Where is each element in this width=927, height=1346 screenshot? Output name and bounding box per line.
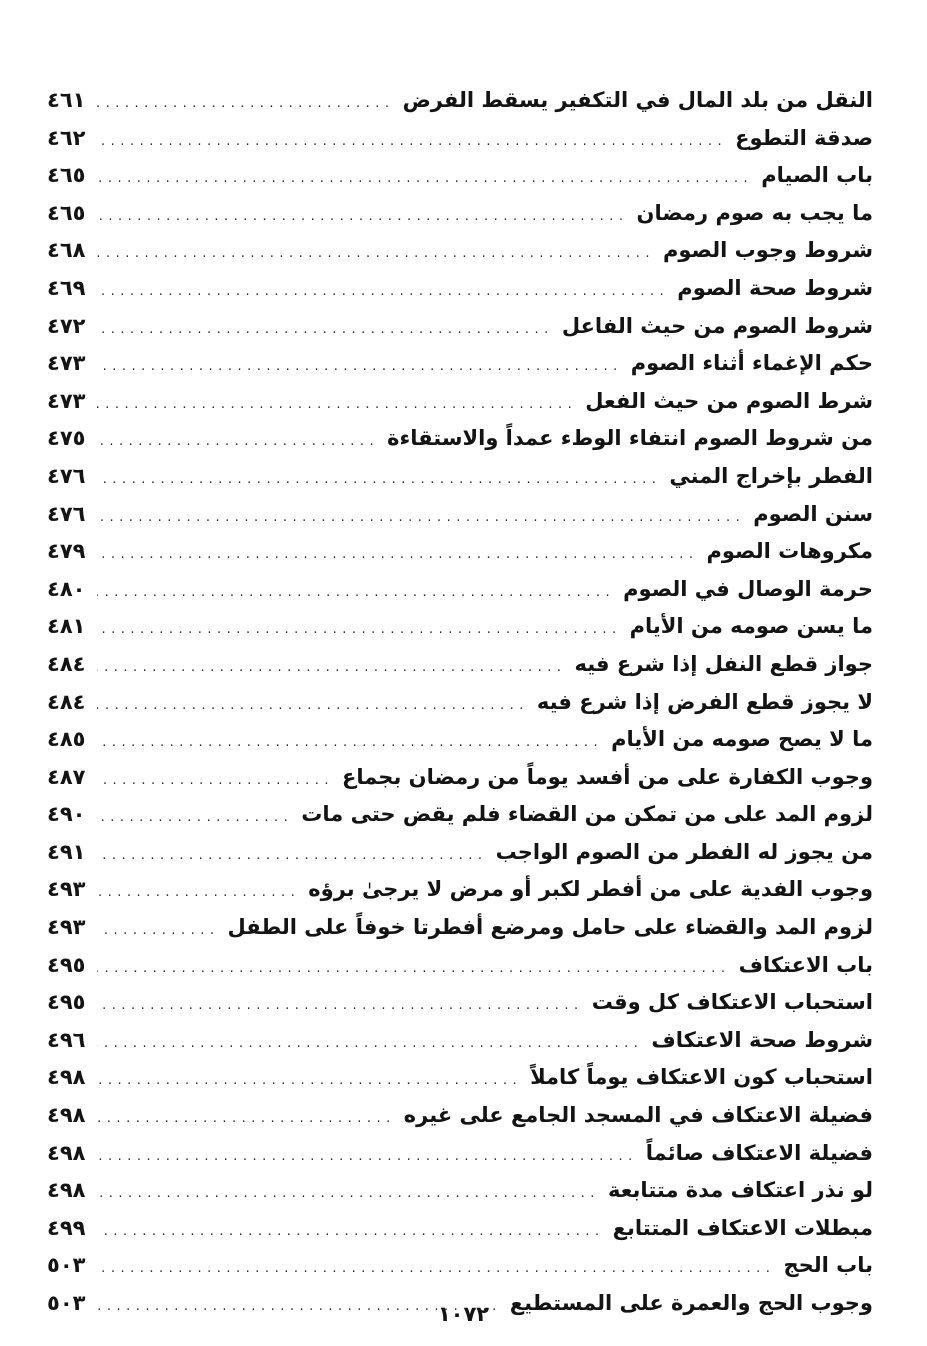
- toc-entry-title: باب الصيام: [761, 163, 873, 188]
- toc-entry-page-number: ٤٧٢: [47, 313, 86, 338]
- table-of-contents: [47, 82, 873, 1323]
- dot-leader: [97, 611, 622, 649]
- toc-entry-page-number: ٤٩٨: [47, 1140, 86, 1165]
- dot-leader: [97, 160, 753, 198]
- toc-entry-page-number: ٤٩٠: [47, 802, 86, 827]
- toc-entry: [47, 909, 873, 947]
- toc-entry-title: وجوب الفدية على من أفطر لكبر أو مرض لا يرجىٰ برؤه: [308, 877, 873, 902]
- dot-leader: [97, 950, 731, 988]
- toc-entry-title: حكم الإغماء أثناء الصوم: [630, 351, 873, 376]
- dot-leader: [97, 649, 566, 687]
- toc-entry-page-number: ٤٩٦: [47, 1027, 86, 1052]
- toc-entry: [47, 270, 873, 308]
- toc-entry-title: استحباب الاعتكاف كل وقت: [591, 990, 873, 1015]
- toc-entry-title: لو نذر اعتكاف مدة متتابعة: [607, 1178, 873, 1203]
- dot-leader: [97, 85, 395, 123]
- dot-leader: [97, 874, 300, 912]
- toc-entry-title: وجوب الحج والعمرة على المستطيع: [509, 1291, 873, 1315]
- toc-entry-page-number: ٤٦٥: [47, 163, 86, 188]
- toc-entry: [47, 1135, 873, 1173]
- toc-entry-title: استحباب كون الاعتكاف يوماً كاملاً: [530, 1065, 873, 1090]
- dot-leader: [97, 1175, 600, 1213]
- dot-leader: [97, 123, 727, 161]
- toc-entry-page-number: ٤٩٥: [47, 990, 86, 1015]
- toc-entry: [47, 646, 873, 684]
- toc-entry: [47, 533, 873, 571]
- toc-entry: [47, 1097, 873, 1135]
- toc-entry: [47, 571, 873, 609]
- toc-entry: [47, 232, 873, 270]
- toc-entry-title: مبطلات الاعتكاف المتتابع: [612, 1215, 873, 1240]
- toc-entry-page-number: ٤٦٥: [47, 200, 86, 225]
- toc-entry-title: ما لا يصح صومه من الأيام: [611, 727, 873, 752]
- toc-entry-page-number: ٤٧٣: [47, 351, 86, 376]
- dot-leader: [97, 724, 603, 762]
- dot-leader: [97, 461, 661, 499]
- toc-entry-page-number: ٤٨٤: [47, 651, 86, 676]
- toc-entry-page-number: ٤٦١: [47, 88, 86, 112]
- toc-entry-title: صدقة التطوع: [735, 125, 873, 150]
- dot-leader: [97, 1100, 396, 1138]
- toc-entry-page-number: ٤٧٥: [47, 426, 86, 451]
- toc-entry: [47, 1022, 873, 1060]
- page-number-footer: ١٠٧٢: [437, 1302, 490, 1326]
- toc-entry: [47, 1059, 873, 1097]
- toc-entry: [47, 684, 873, 722]
- toc-entry-page-number: ٤٩٨: [47, 1178, 86, 1203]
- toc-entry-page-number: ٤٦٢: [47, 125, 86, 150]
- dot-leader: [97, 198, 629, 236]
- toc-entry: [47, 984, 873, 1022]
- toc-entry-page-number: ٤٩١: [47, 839, 86, 864]
- toc-entry-title: ما يسن صومه من الأيام: [629, 614, 873, 639]
- toc-entry-title: الفطر بإخراج المني: [669, 463, 873, 488]
- toc-entry-title: باب الاعتكاف: [738, 952, 873, 977]
- toc-entry-title: لا يجوز قطع الفرض إذا شرع فيه: [536, 689, 873, 714]
- toc-entry-page-number: ٥٠٣: [47, 1253, 86, 1278]
- toc-entry: [47, 120, 873, 158]
- toc-entry-page-number: ٤٩٨: [47, 1065, 86, 1090]
- toc-entry-title: شروط صحة الاعتكاف: [651, 1027, 873, 1052]
- toc-entry-title: مكروهات الصوم: [706, 539, 873, 564]
- dot-leader: [97, 311, 554, 349]
- dot-leader: [97, 799, 293, 837]
- toc-entry-page-number: ٤٨٧: [47, 764, 86, 789]
- toc-entry-title: من يجوز له الفطر من الصوم الواجب: [495, 839, 873, 864]
- toc-entry-page-number: ٤٨١: [47, 614, 86, 639]
- dot-leader: [97, 1250, 775, 1288]
- toc-entry: [47, 345, 873, 383]
- toc-entry: [47, 759, 873, 797]
- toc-entry-title: وجوب الكفارة على من أفسد يوماً من رمضان بجماع: [342, 764, 873, 789]
- dot-leader: [97, 687, 529, 725]
- toc-entry-title: فضيلة الاعتكاف صائماً: [645, 1140, 873, 1165]
- dot-leader: [97, 273, 669, 311]
- dot-leader: [97, 499, 745, 537]
- toc-entry-title: شرط الصوم من حيث الفعل: [585, 388, 873, 413]
- dot-leader: [97, 837, 488, 875]
- toc-entry-page-number: ٤٩٣: [47, 915, 86, 940]
- dot-leader: [97, 536, 698, 574]
- toc-entry-page-number: ٥٠٣: [47, 1291, 86, 1315]
- toc-entry-page-number: ٤٦٨: [47, 238, 86, 263]
- toc-entry: [47, 1210, 873, 1248]
- toc-entry-page-number: ٤٩٣: [47, 877, 86, 902]
- dot-leader: [97, 1213, 605, 1251]
- toc-entry-title: سنن الصوم: [753, 501, 873, 526]
- toc-entry-page-number: ٤٩٩: [47, 1215, 86, 1240]
- toc-entry-page-number: ٤٩٥: [47, 952, 86, 977]
- toc-entry-title: فضيلة الاعتكاف في المسجد الجامع على غيره: [403, 1103, 873, 1128]
- dot-leader: [97, 348, 623, 386]
- toc-entry: [47, 195, 873, 233]
- toc-entry-title: النقل من بلد المال في التكفير يسقط الفرض: [402, 88, 873, 112]
- dot-leader: [97, 1025, 643, 1063]
- toc-entry-page-number: ٤٧٩: [47, 539, 86, 564]
- toc-entry: [47, 157, 873, 195]
- toc-entry: [47, 308, 873, 346]
- toc-entry-page-number: ٤٦٩: [47, 275, 86, 300]
- toc-entry: [47, 796, 873, 834]
- dot-leader: [97, 574, 615, 612]
- toc-entry-title: من شروط الصوم انتفاء الوطء عمداً والاستقاءة: [387, 426, 873, 451]
- dot-leader: [97, 386, 577, 424]
- dot-leader: [97, 762, 334, 800]
- toc-entry-page-number: ٤٧٦: [47, 463, 86, 488]
- toc-entry-title: حرمة الوصال في الصوم: [623, 576, 873, 601]
- toc-entry-page-number: ٤٨٤: [47, 689, 86, 714]
- dot-leader: [97, 1062, 522, 1100]
- toc-entry: [47, 871, 873, 909]
- toc-entry-title: لزوم المد والقضاء على حامل ومرضع أفطرتا خوفاً على الطفل: [227, 915, 873, 940]
- toc-entry-page-number: ٤٧٦: [47, 501, 86, 526]
- toc-entry: [47, 721, 873, 759]
- dot-leader: [97, 912, 220, 950]
- toc-entry-title: شروط الصوم من حيث الفاعل: [561, 313, 873, 338]
- toc-entry-title: باب الحج: [783, 1253, 873, 1278]
- toc-entry: [47, 82, 873, 120]
- dot-leader: [97, 987, 584, 1025]
- toc-entry: [47, 1247, 873, 1285]
- toc-entry: [47, 1172, 873, 1210]
- dot-leader: [97, 423, 379, 461]
- toc-entry-title: شروط وجوب الصوم: [663, 238, 873, 263]
- toc-entry-title: شروط صحة الصوم: [677, 275, 873, 300]
- toc-entry-page-number: ٤٧٣: [47, 388, 86, 413]
- toc-entry-page-number: ٤٩٨: [47, 1103, 86, 1128]
- toc-entry: [47, 458, 873, 496]
- toc-entry: [47, 947, 873, 985]
- toc-entry-page-number: ٤٨٠: [47, 576, 86, 601]
- toc-entry-page-number: ٤٨٥: [47, 727, 86, 752]
- toc-entry-title: جواز قطع النفل إذا شرع فيه: [574, 651, 873, 676]
- dot-leader: [97, 235, 655, 273]
- toc-entry-title: لزوم المد على من تمكن من القضاء فلم يقض حتى مات: [301, 802, 873, 827]
- toc-entry: [47, 496, 873, 534]
- toc-entry: [47, 608, 873, 646]
- dot-leader: [97, 1138, 638, 1176]
- toc-entry: [47, 834, 873, 872]
- toc-entry-title: ما يجب به صوم رمضان: [636, 200, 873, 225]
- toc-entry: [47, 383, 873, 421]
- toc-entry: [47, 420, 873, 458]
